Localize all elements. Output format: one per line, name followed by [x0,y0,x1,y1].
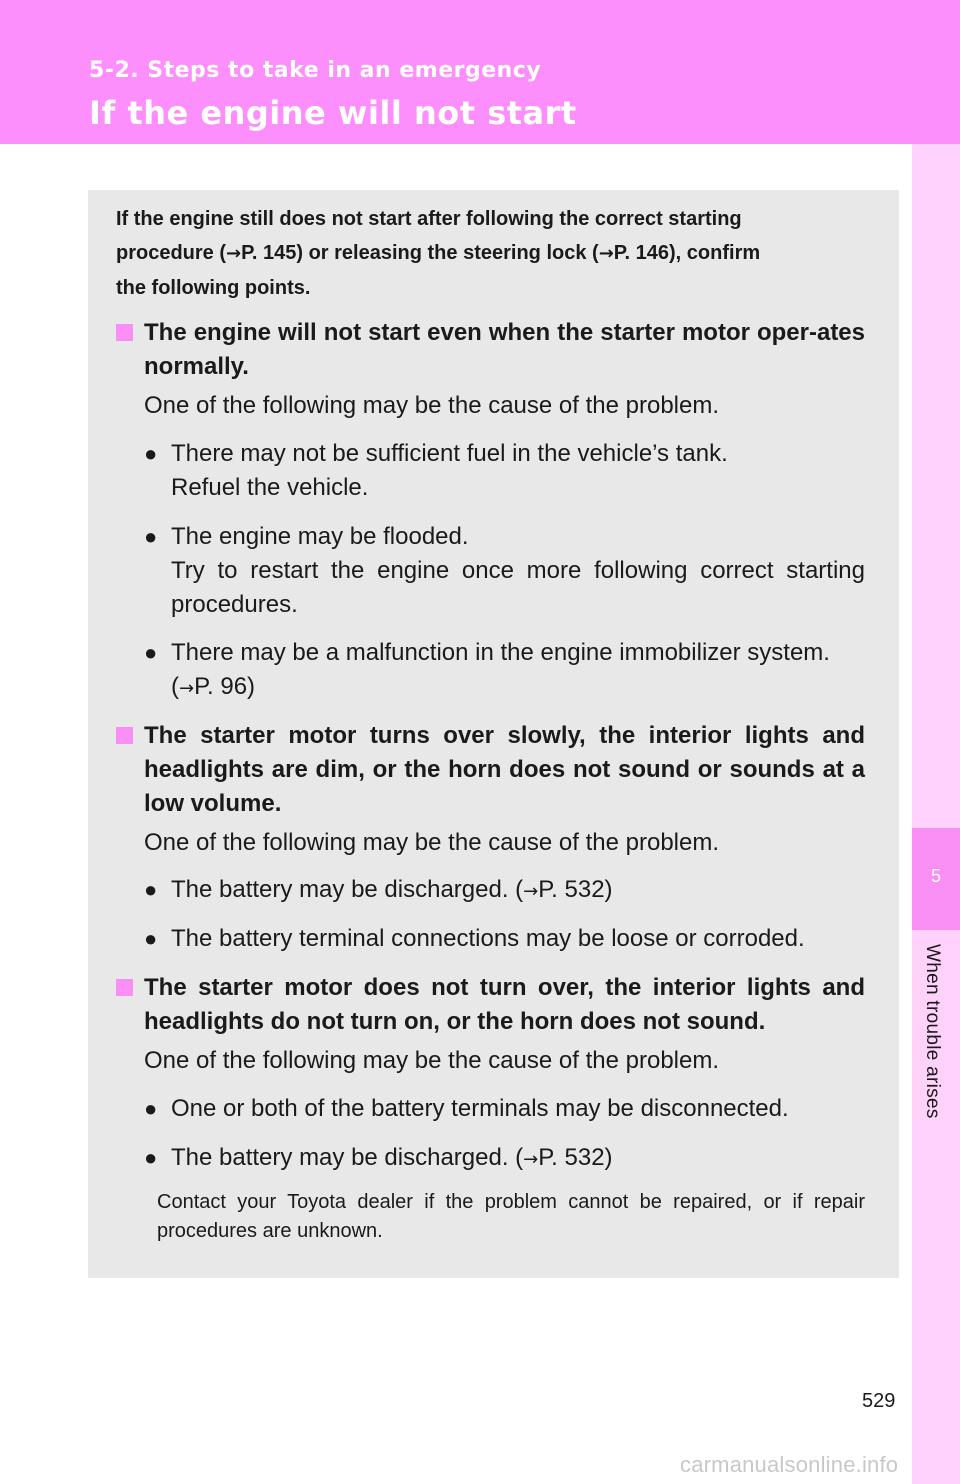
page-title: If the engine will not start [89,94,577,132]
list-item: ● There may not be sufficient fuel in the vehicle’s tank. Refuel the vehicle. [144,437,865,505]
page-header [0,0,960,144]
arrow-icon: → [598,243,614,264]
bullet-icon: ● [144,640,158,665]
list-item: ● The battery may be discharged. (→P. 532) [144,873,865,909]
square-bullet-icon [116,979,133,996]
arrow-icon: → [226,243,242,264]
intro-paragraph: If the engine still does not start after following the correct starting procedure (→P. 145) or releasing the steering lock (→P. 146), confirm the following points. [116,208,761,299]
arrow-icon: → [523,1149,539,1170]
section-heading-1: The engine will not start even when the starter motor oper-ates normally. [116,316,865,384]
bullet-icon: ● [144,524,158,549]
arrow-icon: → [179,678,195,699]
list-item: ● The engine may be flooded. Try to restart the engine once more following correct starting procedures. [144,520,865,622]
list-item: ● The battery terminal connections may be loose or corroded. [144,922,865,956]
bullet-icon: ● [144,441,158,466]
bullet-icon: ● [144,1145,158,1170]
chapter-number-tab[interactable]: 5 [912,828,960,930]
square-bullet-icon [116,324,133,341]
chapter-side-tab [912,144,960,1484]
arrow-icon: → [523,881,539,902]
section-label: 5-2. Steps to take in an emergency [89,58,542,83]
section-lead-3: One of the following may be the cause of the problem. [144,1047,720,1074]
content-box [88,190,899,1278]
section-heading-3: The starter motor does not turn over, the interior lights and headlights do not turn on, or the horn does not sound. [116,971,865,1039]
dealer-note: Contact your Toyota dealer if the problem cannot be repaired, or if repair procedures are unknown. [157,1191,865,1242]
section-heading-2: The starter motor turns over slowly, the interior lights and headlights are dim, or the horn does not sound or sounds at a low volume. [116,719,865,821]
chapter-label: When trouble arises [922,944,943,1119]
bullet-icon: ● [144,877,158,902]
watermark: carmanualsonline.info [680,1452,899,1477]
page-number: 529 [862,1390,896,1412]
list-item: ● There may be a malfunction in the engine immobilizer system. (→P. 96) [144,636,865,706]
list-item: ● The battery may be discharged. (→P. 532) [144,1141,865,1177]
list-item: ● One or both of the battery terminals may be disconnected. [144,1092,865,1126]
bullet-icon: ● [144,926,158,951]
section-lead-2: One of the following may be the cause of the problem. [144,829,720,856]
bullet-icon: ● [144,1096,158,1121]
square-bullet-icon [116,727,133,744]
section-lead-1: One of the following may be the cause of the problem. [144,392,720,419]
